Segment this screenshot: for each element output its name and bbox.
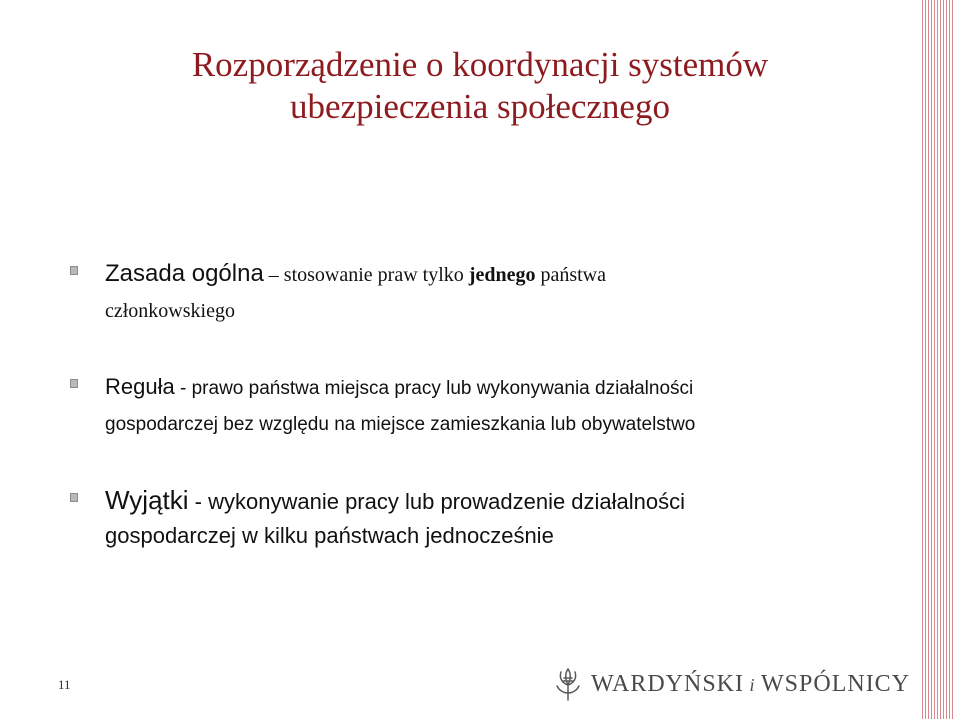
bullet-text: - prawo państwa miejsca pracy lub wykonywania działalności bbox=[174, 378, 694, 399]
bullet-lead: Zasada ogólna bbox=[105, 260, 264, 287]
slide-title-line-1: Rozporządzenie o koordynacji systemów bbox=[191, 45, 769, 84]
bullet-lead: Reguła bbox=[105, 374, 175, 399]
logo-text bbox=[591, 671, 910, 698]
bullet-exceptions bbox=[70, 483, 890, 553]
bullet-text: stosowanie praw tylko bbox=[283, 264, 469, 286]
square-bullet-icon bbox=[70, 266, 78, 275]
bullet-text: - wykonywanie pracy lub prowadzenie działalności bbox=[188, 489, 686, 514]
logo-text-conjunction: i bbox=[744, 674, 762, 695]
bullet-text: państwa bbox=[535, 264, 606, 286]
square-bullet-icon bbox=[70, 493, 78, 502]
square-bullet-icon bbox=[70, 379, 78, 388]
bullet-dash: – bbox=[263, 264, 284, 286]
bullet-text: gospodarczej w kilku państwach jednocześnie bbox=[105, 523, 554, 548]
decorative-side-stripe bbox=[922, 0, 953, 719]
slide-title bbox=[0, 44, 960, 128]
bullet-emphasis: jednego bbox=[468, 264, 536, 286]
bullet-text: gospodarczej bez względu na miejsce zamieszkania lub obywatelstwo bbox=[105, 414, 696, 435]
thistle-icon bbox=[553, 667, 583, 701]
bullet-list bbox=[70, 256, 890, 553]
bullet-general-rule bbox=[70, 256, 890, 329]
bullet-lead: Wyjątki bbox=[105, 485, 189, 515]
logo-text-part-2: WSPÓLNICY bbox=[761, 670, 911, 697]
company-logo bbox=[553, 666, 910, 702]
bullet-rule bbox=[70, 369, 890, 443]
logo-text-part-1: WARDYŃSKI bbox=[591, 670, 744, 697]
slide-number: 11 bbox=[58, 677, 71, 692]
slide-title-line-2: ubezpieczenia społecznego bbox=[290, 87, 670, 126]
bullet-text: członkowskiego bbox=[105, 300, 235, 322]
